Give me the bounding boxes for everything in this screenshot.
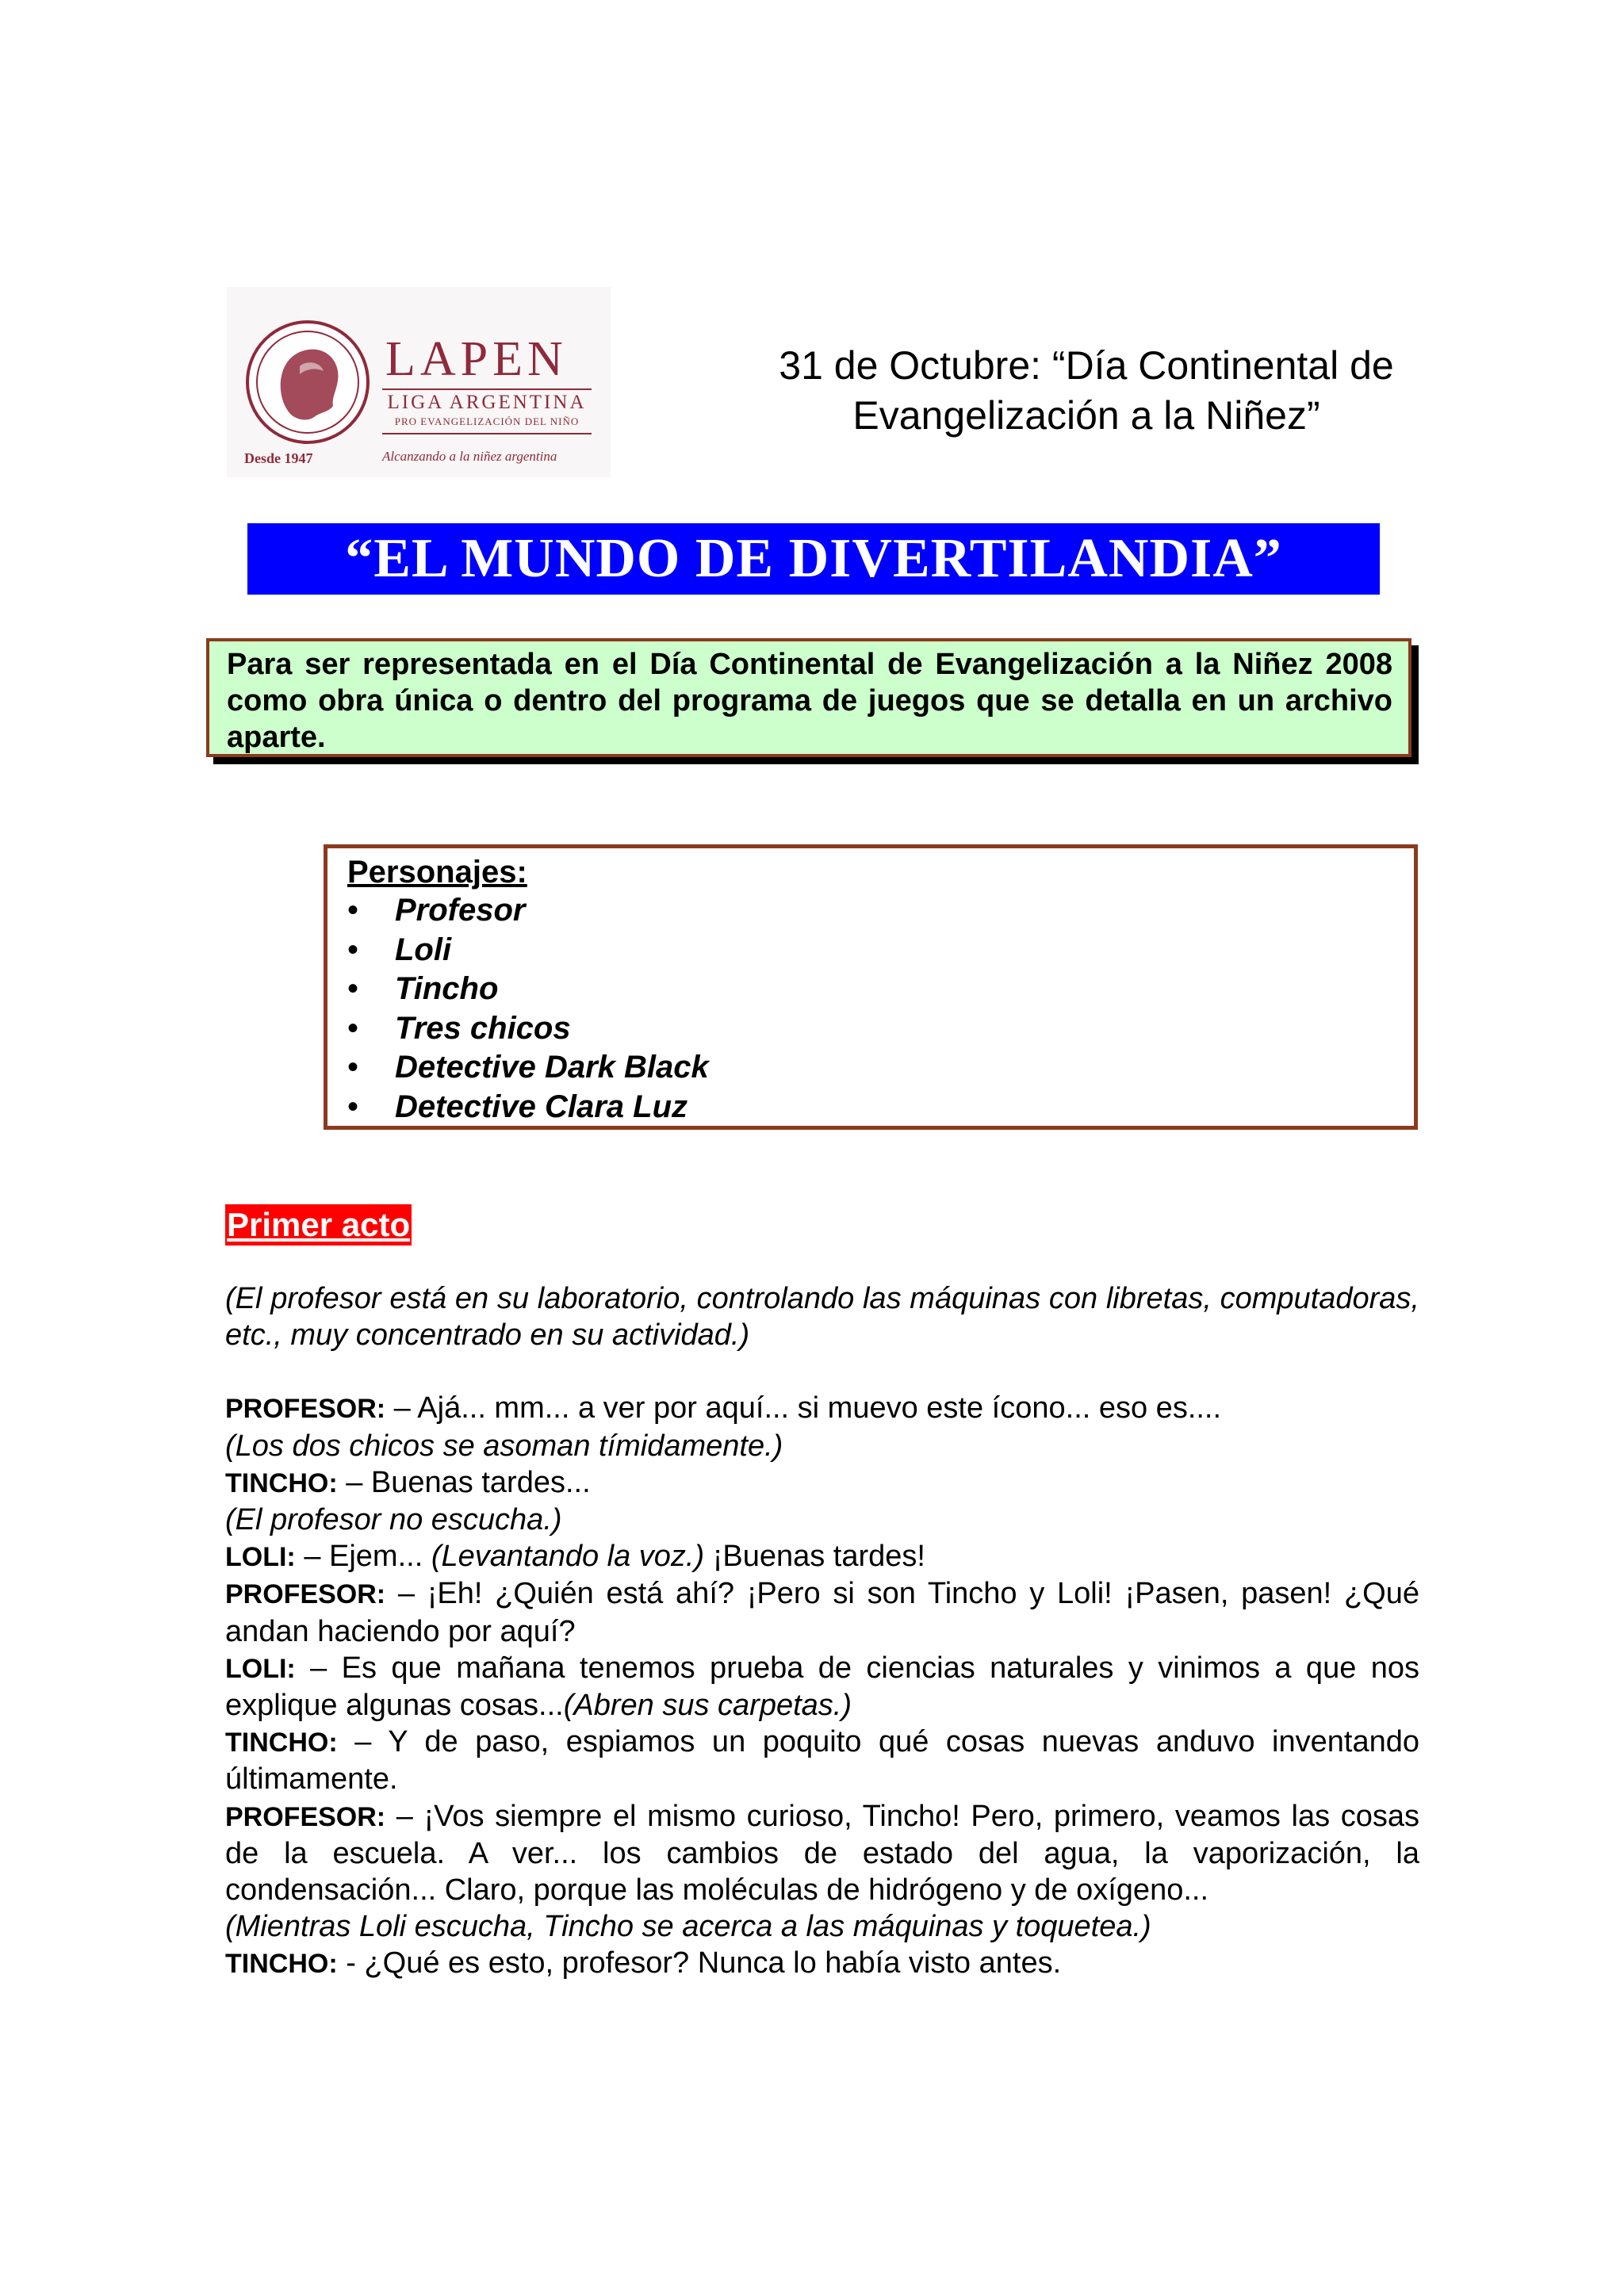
cast-box: [324, 844, 1418, 1130]
logo-rule-bottom: [382, 433, 592, 434]
dialogue-line: [225, 1390, 1419, 1427]
spacer: [225, 1353, 1419, 1390]
cast-item: • Detective Dark Black: [347, 1048, 1414, 1088]
speaker: PROFESOR:: [225, 1394, 386, 1425]
child-head-emblem-icon: [244, 319, 371, 446]
dialogue-text: – ¡Eh! ¿Quién está ahí? ¡Pero si son Tincho y Loli! ¡Pasen, pasen! ¿Qué andan haciendo por aquí?: [225, 1577, 1419, 1648]
dialogue-line: [225, 1724, 1419, 1797]
dialogue-text: - ¿Qué es esto, profesor? Nunca lo había visto antes.: [337, 1946, 1062, 1980]
cast-item: • Loli: [347, 931, 1414, 970]
speaker: PROFESOR:: [225, 1579, 386, 1610]
dialogue-text: – Es que mañana tenemos prueba de ciencias naturales y vinimos a que nos explique algunas cosas...: [225, 1651, 1419, 1723]
dialogue-text: – Y de paso, espiamos un poquito qué cosas nuevas anduvo inventando últimamente.: [225, 1725, 1419, 1797]
inline-stage-direction: (Levantando la voz.): [431, 1540, 705, 1574]
act-heading: Primer acto: [225, 1204, 412, 1246]
inline-stage-direction: (Abren sus carpetas.): [563, 1689, 852, 1723]
cast-item: • Profesor: [347, 891, 1414, 931]
cast-title: Personajes:: [347, 855, 527, 890]
dialogue-text: ¡Buenas tardes!: [704, 1540, 925, 1574]
logo-line1: LIGA ARGENTINA: [387, 392, 587, 413]
event-header: [722, 341, 1451, 441]
dialogue-line: [225, 1464, 1419, 1502]
dialogue-line: [225, 1538, 1419, 1575]
speaker: LOLI:: [225, 1653, 296, 1684]
speaker: PROFESOR:: [225, 1801, 386, 1832]
cast-list: [347, 891, 1414, 1127]
logo-rule-top: [382, 388, 592, 390]
cast-item: • Tincho: [347, 970, 1414, 1009]
play-title: “EL MUNDO DE DIVERTILANDIA”: [247, 523, 1380, 595]
event-header-line1: 31 de Octubre: “Día Continental de: [779, 343, 1394, 388]
dialogue-text: – Buenas tardes...: [337, 1465, 591, 1499]
dialogue-line: [225, 1650, 1419, 1724]
speaker: TINCHO:: [225, 1728, 338, 1758]
note-box: [206, 638, 1411, 757]
cast-item: • Tres chicos: [347, 1009, 1414, 1049]
event-header-line2: Evangelización a la Niñez”: [852, 393, 1320, 438]
dialogue-line: [225, 1575, 1419, 1649]
logo-line2: PRO EVANGELIZACIÓN DEL NIÑO: [394, 415, 580, 427]
lapen-logo: [227, 287, 611, 477]
cast-item: • Detective Clara Luz: [347, 1088, 1414, 1127]
dialogue-text: – Ejem...: [295, 1540, 431, 1574]
dialogue-line: [225, 1945, 1419, 1982]
stage-direction-intro: (El profesor está en su laboratorio, controlando las máquinas con libretas, computadoras, etc., muy concentrado en su actividad.): [225, 1282, 1419, 1353]
note-text: Para ser representada en el Día Continental de Evangelización a la Niñez 2008 como obra única o dentro del programa de juegos que se detalla en un archivo aparte.: [227, 648, 1392, 754]
stage-direction: (Mientras Loli escucha, Tincho se acerca a las máquinas y toquetea.): [225, 1910, 1151, 1944]
stage-direction: (El profesor no escucha.): [225, 1503, 562, 1537]
logo-since: Desde 1947: [244, 450, 313, 466]
dialogue-line: [225, 1798, 1419, 1909]
script-body: [225, 1280, 1419, 1983]
dialogue-text: – Ajá... mm... a ver por aquí... si muevo este ícono... eso es....: [385, 1391, 1222, 1425]
dialogue-text: – ¡Vos siempre el mismo curioso, Tincho! Pero, primero, veamos las cosas de la escuela. A ver... los cambios de estado del agua, la vaporización, la condensación... Claro, porque las moléculas de hidrógeno y de oxígeno...: [225, 1799, 1419, 1908]
speaker: LOLI:: [225, 1542, 296, 1573]
speaker: TINCHO:: [225, 1949, 338, 1980]
speaker: TINCHO:: [225, 1468, 338, 1498]
stage-direction: (Los dos chicos se asoman tímidamente.): [225, 1429, 783, 1463]
logo-tagline: Alcanzando a la niñez argentina: [382, 449, 557, 464]
logo-wordmark: LAPEN: [385, 332, 568, 386]
